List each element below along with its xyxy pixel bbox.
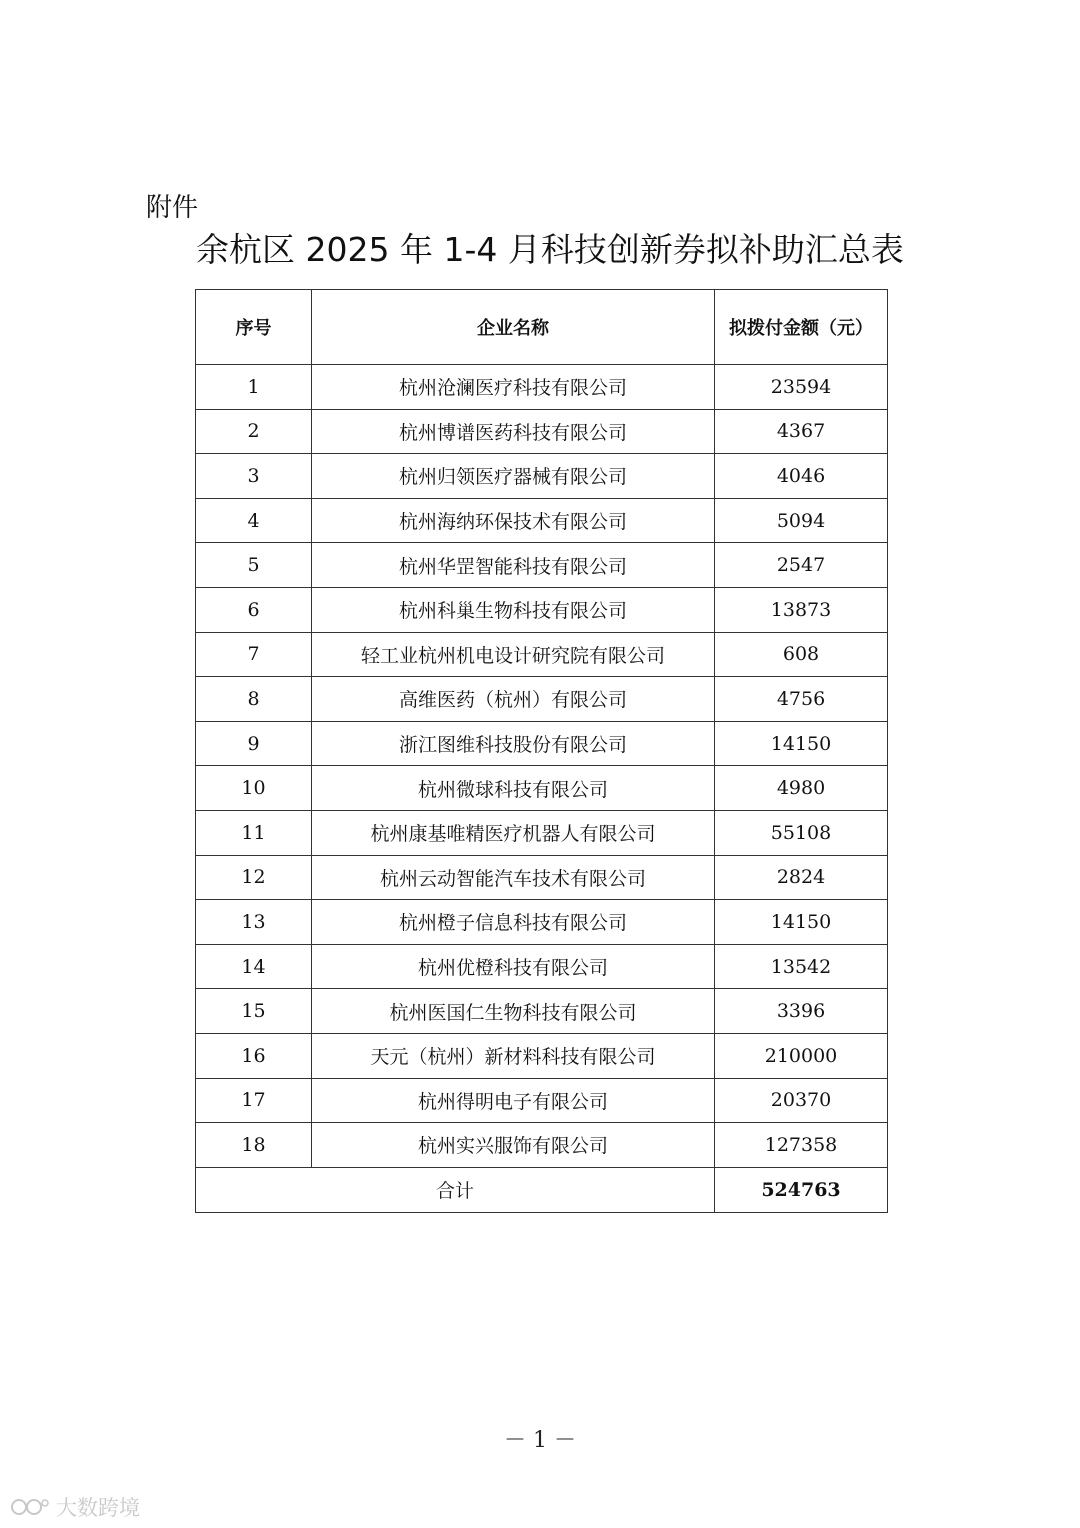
cell-company: 杭州博谱医药科技有限公司 bbox=[312, 409, 715, 454]
total-label: 合计 bbox=[196, 1167, 715, 1212]
table-row bbox=[196, 721, 888, 766]
cell-company: 天元（杭州）新材料科技有限公司 bbox=[312, 1033, 715, 1078]
cell-index: 15 bbox=[196, 989, 312, 1034]
table-row bbox=[196, 365, 888, 410]
cell-company: 杭州得明电子有限公司 bbox=[312, 1078, 715, 1123]
cell-company: 杭州医国仁生物科技有限公司 bbox=[312, 989, 715, 1034]
cell-amount: 14150 bbox=[715, 721, 888, 766]
cell-index: 2 bbox=[196, 409, 312, 454]
cell-amount: 4046 bbox=[715, 454, 888, 499]
cell-amount: 4756 bbox=[715, 677, 888, 722]
cell-company: 杭州科巢生物科技有限公司 bbox=[312, 587, 715, 632]
table-row bbox=[196, 766, 888, 811]
document-title: 余杭区 2025 年 1-4 月科技创新券拟补助汇总表 bbox=[196, 230, 904, 269]
cell-amount: 608 bbox=[715, 632, 888, 677]
table-row bbox=[196, 1078, 888, 1123]
column-header-amount: 拟拨付金额（元） bbox=[715, 290, 888, 365]
cell-index: 17 bbox=[196, 1078, 312, 1123]
table-row bbox=[196, 855, 888, 900]
page-number: － 1 － bbox=[504, 1428, 576, 1453]
cell-amount: 13542 bbox=[715, 944, 888, 989]
subsidy-summary-table bbox=[195, 289, 888, 1213]
watermark-text: 大数跨境 bbox=[56, 1496, 140, 1520]
cell-index: 3 bbox=[196, 454, 312, 499]
cell-index: 5 bbox=[196, 543, 312, 588]
table-row bbox=[196, 587, 888, 632]
cell-index: 10 bbox=[196, 766, 312, 811]
cell-amount: 4367 bbox=[715, 409, 888, 454]
cell-company: 杭州微球科技有限公司 bbox=[312, 766, 715, 811]
cell-amount: 210000 bbox=[715, 1033, 888, 1078]
cell-company: 杭州优橙科技有限公司 bbox=[312, 944, 715, 989]
table-row bbox=[196, 498, 888, 543]
table-footer bbox=[196, 1167, 888, 1212]
cell-amount: 14150 bbox=[715, 900, 888, 945]
table-row bbox=[196, 1123, 888, 1168]
cell-company: 轻工业杭州机电设计研究院有限公司 bbox=[312, 632, 715, 677]
table-row bbox=[196, 632, 888, 677]
cell-index: 6 bbox=[196, 587, 312, 632]
table-row bbox=[196, 543, 888, 588]
table-row bbox=[196, 989, 888, 1034]
cell-amount: 20370 bbox=[715, 1078, 888, 1123]
cell-company: 杭州云动智能汽车技术有限公司 bbox=[312, 855, 715, 900]
cell-amount: 4980 bbox=[715, 766, 888, 811]
header-row bbox=[196, 290, 888, 365]
cell-company: 杭州海纳环保技术有限公司 bbox=[312, 498, 715, 543]
table-header bbox=[196, 290, 888, 365]
cell-index: 14 bbox=[196, 944, 312, 989]
cell-index: 13 bbox=[196, 900, 312, 945]
column-header-company: 企业名称 bbox=[312, 290, 715, 365]
cell-index: 16 bbox=[196, 1033, 312, 1078]
table-row bbox=[196, 409, 888, 454]
cell-index: 11 bbox=[196, 810, 312, 855]
watermark bbox=[10, 1492, 140, 1522]
cell-index: 4 bbox=[196, 498, 312, 543]
cell-company: 杭州橙子信息科技有限公司 bbox=[312, 900, 715, 945]
cell-amount: 13873 bbox=[715, 587, 888, 632]
cell-company: 杭州归领医疗器械有限公司 bbox=[312, 454, 715, 499]
cell-amount: 55108 bbox=[715, 810, 888, 855]
cell-amount: 2547 bbox=[715, 543, 888, 588]
total-row bbox=[196, 1167, 888, 1212]
watermark-logo-icon bbox=[10, 1496, 50, 1518]
table-row bbox=[196, 1033, 888, 1078]
cell-amount: 3396 bbox=[715, 989, 888, 1034]
cell-index: 18 bbox=[196, 1123, 312, 1168]
table-row bbox=[196, 677, 888, 722]
cell-amount: 127358 bbox=[715, 1123, 888, 1168]
cell-amount: 2824 bbox=[715, 855, 888, 900]
table-row bbox=[196, 944, 888, 989]
total-amount: 524763 bbox=[715, 1167, 888, 1212]
cell-company: 高维医药（杭州）有限公司 bbox=[312, 677, 715, 722]
cell-amount: 5094 bbox=[715, 498, 888, 543]
table-row bbox=[196, 810, 888, 855]
cell-index: 9 bbox=[196, 721, 312, 766]
cell-index: 8 bbox=[196, 677, 312, 722]
cell-company: 杭州康基唯精医疗机器人有限公司 bbox=[312, 810, 715, 855]
table-row bbox=[196, 900, 888, 945]
cell-index: 7 bbox=[196, 632, 312, 677]
cell-index: 12 bbox=[196, 855, 312, 900]
column-header-index: 序号 bbox=[196, 290, 312, 365]
cell-company: 杭州沧澜医疗科技有限公司 bbox=[312, 365, 715, 410]
table-body bbox=[196, 365, 888, 1168]
table-row bbox=[196, 454, 888, 499]
cell-company: 浙江图维科技股份有限公司 bbox=[312, 721, 715, 766]
cell-company: 杭州实兴服饰有限公司 bbox=[312, 1123, 715, 1168]
cell-index: 1 bbox=[196, 365, 312, 410]
cell-company: 杭州华罡智能科技有限公司 bbox=[312, 543, 715, 588]
attachment-label: 附件 bbox=[146, 193, 199, 223]
cell-amount: 23594 bbox=[715, 365, 888, 410]
